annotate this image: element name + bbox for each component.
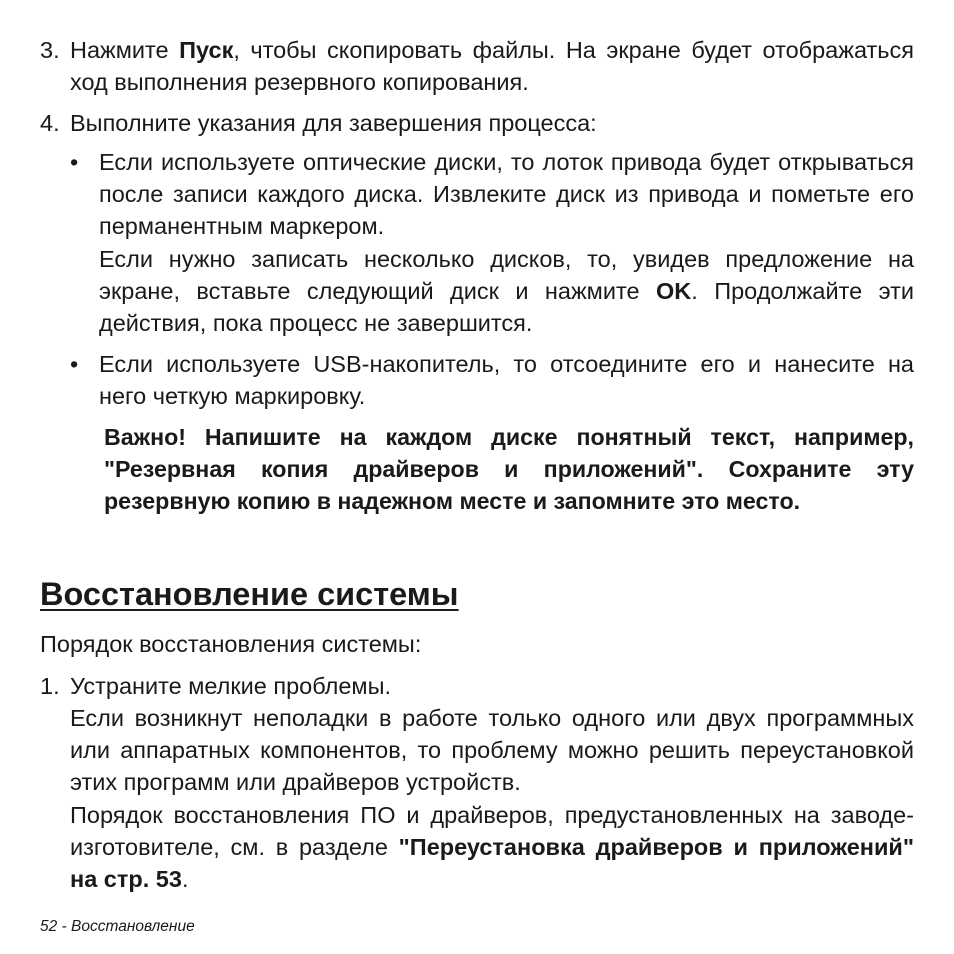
step-1-paragraph-1: Если возникнут неполадки в работе только одного или двух программных или аппаратных компонентов, то проблему можно решить переустановкой этих программ или драйверов устройств. (70, 705, 914, 795)
bullet-marker: • (70, 149, 79, 175)
step-3-text: Нажмите Пуск, чтобы скопировать файлы. На экране будет отображаться ход выполнения резервного копирования. (70, 37, 914, 95)
bullet-1-continuation: Если нужно записать несколько дисков, то, увидев предложение на экране, вставьте следующий диск и нажмите OK. Продолжайте эти действия, пока процесс не завершится. (99, 246, 914, 336)
cross-reference-link[interactable]: "Переустановка драйверов и приложений" на стр. 53 (70, 834, 915, 892)
bullet-2-text: Если используете USB-накопитель, то отсоедините его и нанесите на него четкую маркировку. (99, 351, 914, 409)
step-4-number: 4. (40, 110, 60, 136)
page-footer: 52 - Восстановление (40, 918, 195, 935)
bullet-marker: • (70, 351, 79, 377)
section-heading: Восстановление системы (40, 576, 459, 612)
start-button-label: Пуск (179, 37, 234, 63)
step-4-text: Выполните указания для завершения процесса: (70, 110, 597, 136)
step-1-title: Устраните мелкие проблемы. (70, 673, 392, 699)
step-1-number: 1. (40, 673, 60, 699)
step-3-number: 3. (40, 37, 60, 63)
section-intro: Порядок восстановления системы: (40, 631, 422, 657)
ok-label: OK (655, 278, 692, 304)
important-note: Важно! Напишите на каждом диске понятный текст, например, "Резервная копия драйверов и приложений". Сохраните эту резервную копию в надежном месте и запомните это место. (104, 424, 914, 514)
bullet-1-text: Если используете оптические диски, то лоток привода будет открываться после записи каждого диска. Извлеките диск из привода и пометьте его перманентным маркером. (99, 149, 914, 239)
step-1-paragraph-2: Порядок восстановления ПО и драйверов, предустановленных на заводе-изготовителе, см. в разделе "Переустановка драйверов и приложений" на стр. 53. (70, 802, 915, 892)
